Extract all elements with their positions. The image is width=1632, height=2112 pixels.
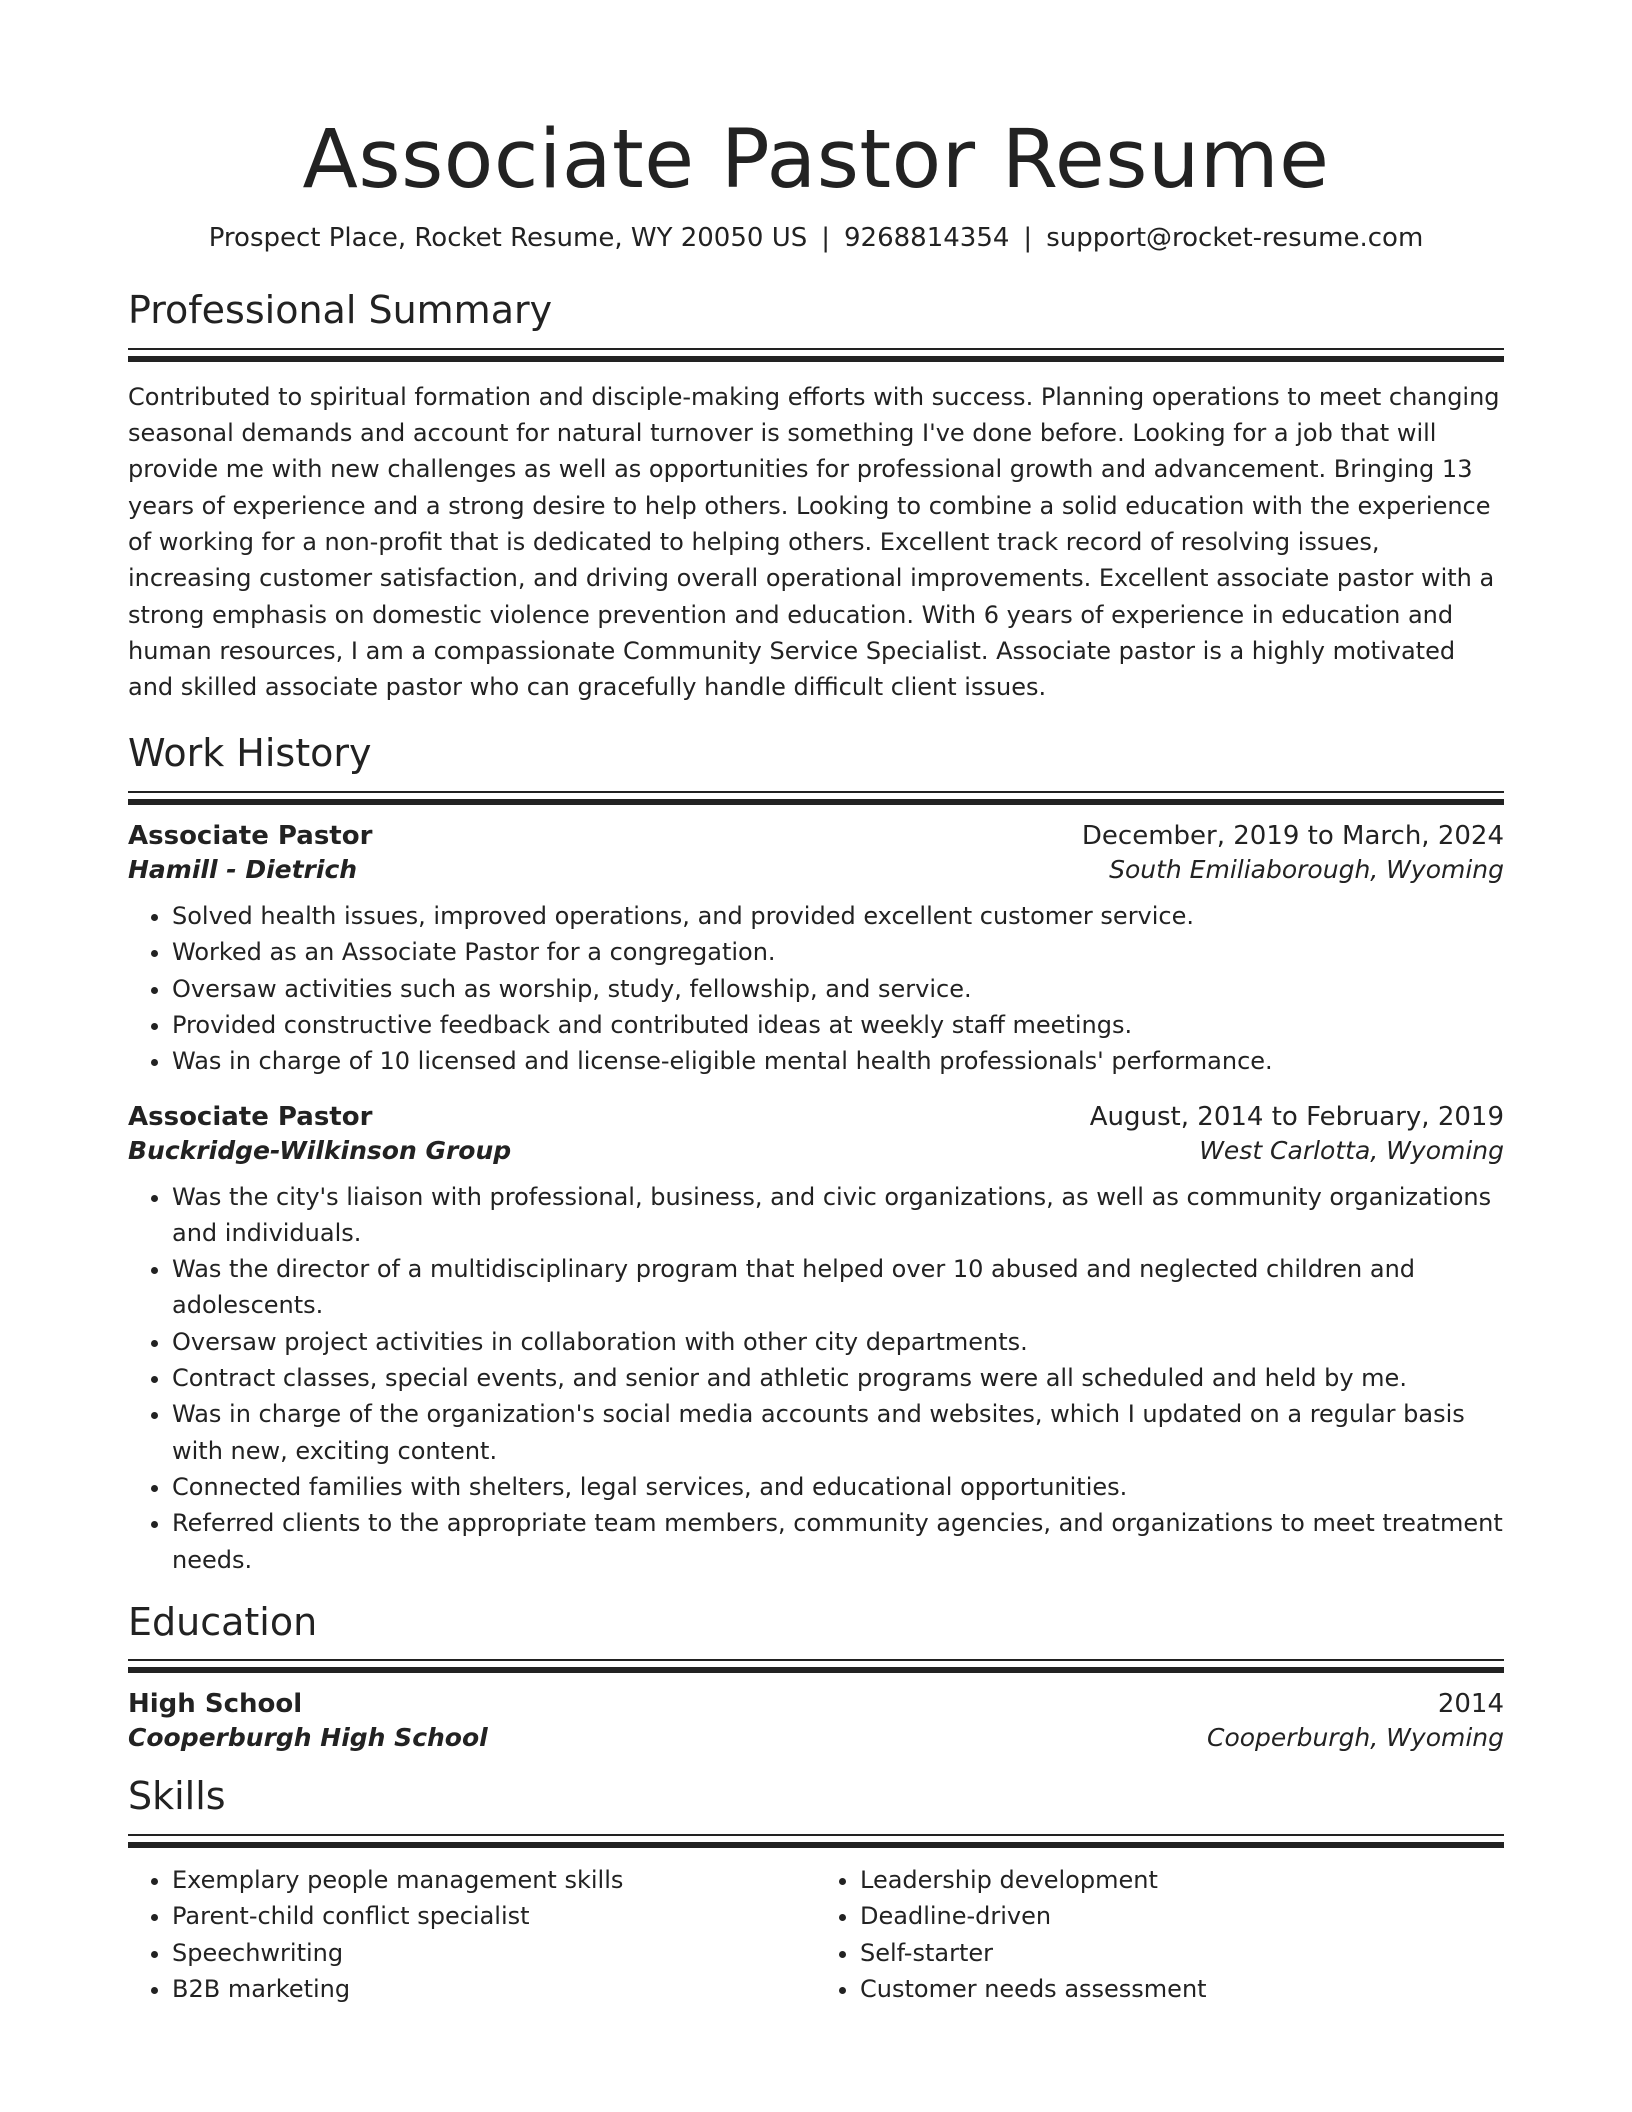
school-name: Cooperburgh High School [128,1723,488,1753]
job-entry [128,1102,1504,1578]
list-item: • Oversaw project activities in collaboration with other city departments. [172,1324,1504,1360]
skill-item: • Self-starter [860,1935,1504,1971]
contact-line [128,223,1504,253]
contact-separator: | [1023,223,1033,254]
section-rule [128,791,1504,793]
list-item: • Referred clients to the appropriate team members, community agencies, and organizations to meet treatment needs. [172,1505,1504,1578]
skill-item: • Exemplary people management skills [172,1862,816,1898]
job-dates: December, 2019 to March, 2024 [1081,821,1504,852]
company-name: Hamill - Dietrich [128,855,358,885]
resume-title: Associate Pastor Resume [302,113,1330,207]
list-item: • Was in charge of 10 licensed and license-eligible mental health professionals' performance. [172,1043,1504,1079]
section-rule-thick [128,1842,1504,1848]
job-subheader [128,855,1504,884]
skill-item: • B2B marketing [172,1971,816,2007]
resume-page [128,112,1504,2007]
list-item: • Oversaw activities such as worship, study, fellowship, and service. [172,971,1504,1007]
job-entry [128,821,1504,1079]
list-item: • Was in charge of the organization's social media accounts and websites, which I updated on a regular basis with new, exciting content. [172,1396,1504,1469]
education-header [128,1689,1504,1719]
section-rule-thick [128,1667,1504,1673]
education-subheader [128,1723,1504,1752]
address: Prospect Place, Rocket Resume, WY 20050 US [208,223,808,254]
list-item: • Solved health issues, improved operations, and provided excellent customer service. [172,898,1504,934]
section-rule [128,1834,1504,1836]
skill-item: • Parent-child conflict specialist [172,1898,816,1934]
skill-item: • Speechwriting [172,1935,816,1971]
section-rule-thick [128,799,1504,805]
company-name: Buckridge-Wilkinson Group [128,1135,512,1165]
section-title-summary: Professional Summary [128,288,553,333]
list-item: • Contract classes, special events, and senior and athletic programs were all scheduled and held by me. [172,1360,1504,1396]
skills-columns [128,1862,1504,2007]
graduation-year: 2014 [1437,1689,1504,1720]
school-location: Cooperburgh, Wyoming [1207,1723,1504,1753]
work-history-section [128,731,1504,1577]
skills-section [128,1774,1504,2007]
section-title-skills: Skills [128,1774,226,1819]
phone: 9268814354 [844,223,1010,254]
job-dates: August, 2014 to February, 2019 [1089,1101,1504,1132]
skill-item: • Customer needs assessment [860,1971,1504,2007]
job-bullets [128,1179,1504,1578]
skill-item: • Deadline-driven [860,1898,1504,1934]
job-header [128,1102,1504,1132]
list-item: • Was the city's liaison with professional, business, and civic organizations, as well as community organizations and individuals. [172,1179,1504,1252]
job-subheader [128,1136,1504,1165]
section-title-work-history: Work History [128,731,372,776]
degree: High School [128,1689,303,1720]
list-item: • Provided constructive feedback and contributed ideas at weekly staff meetings. [172,1007,1504,1043]
job-location: West Carlotta, Wyoming [1199,1135,1504,1165]
job-location: South Emiliaborough, Wyoming [1109,855,1504,885]
list-item: • Connected families with shelters, legal services, and educational opportunities. [172,1469,1504,1505]
section-rule [128,348,1504,350]
email: support@rocket-resume.com [1046,223,1424,254]
summary-text: Contributed to spiritual formation and disciple-making efforts with success. Planning operations to meet changing seasonal demands and account for natural turnover is something I've done before. Looking for a job that will provide me with new challenges as well as opportunities for professional growth and advancement. Bringing 13 years of experience and a strong desire to help others. Looking to combine a solid education with the experience of working for a non-profit that is dedicated to helping others. Excellent track record of resolving issues, increasing customer satisfaction, and driving overall operational improvements. Excellent associate pastor with a strong emphasis on domestic violence prevention and education. With 6 years of experience in education and human resources, I am a compassionate Community Service Specialist. Associate pastor is a highly motivated and skilled associate pastor who can gracefully handle difficult client issues. [128,382,1500,702]
job-title: Associate Pastor [128,1101,373,1132]
skill-item: • Leadership development [860,1862,1504,1898]
section-title-education: Education [128,1599,318,1644]
job-header [128,821,1504,851]
job-bullets [128,898,1504,1079]
list-item: • Worked as an Associate Pastor for a congregation. [172,934,1504,970]
job-title: Associate Pastor [128,821,373,852]
section-rule-thick [128,356,1504,362]
contact-separator: | [821,223,830,254]
skills-list-right [816,1862,1504,2007]
education-section [128,1600,1504,1753]
section-rule [128,1659,1504,1661]
summary-section [128,288,1504,705]
list-item: • Was the director of a multidisciplinary program that helped over 10 abused and neglected children and adolescents. [172,1251,1504,1324]
skills-list-left [128,1862,816,2007]
